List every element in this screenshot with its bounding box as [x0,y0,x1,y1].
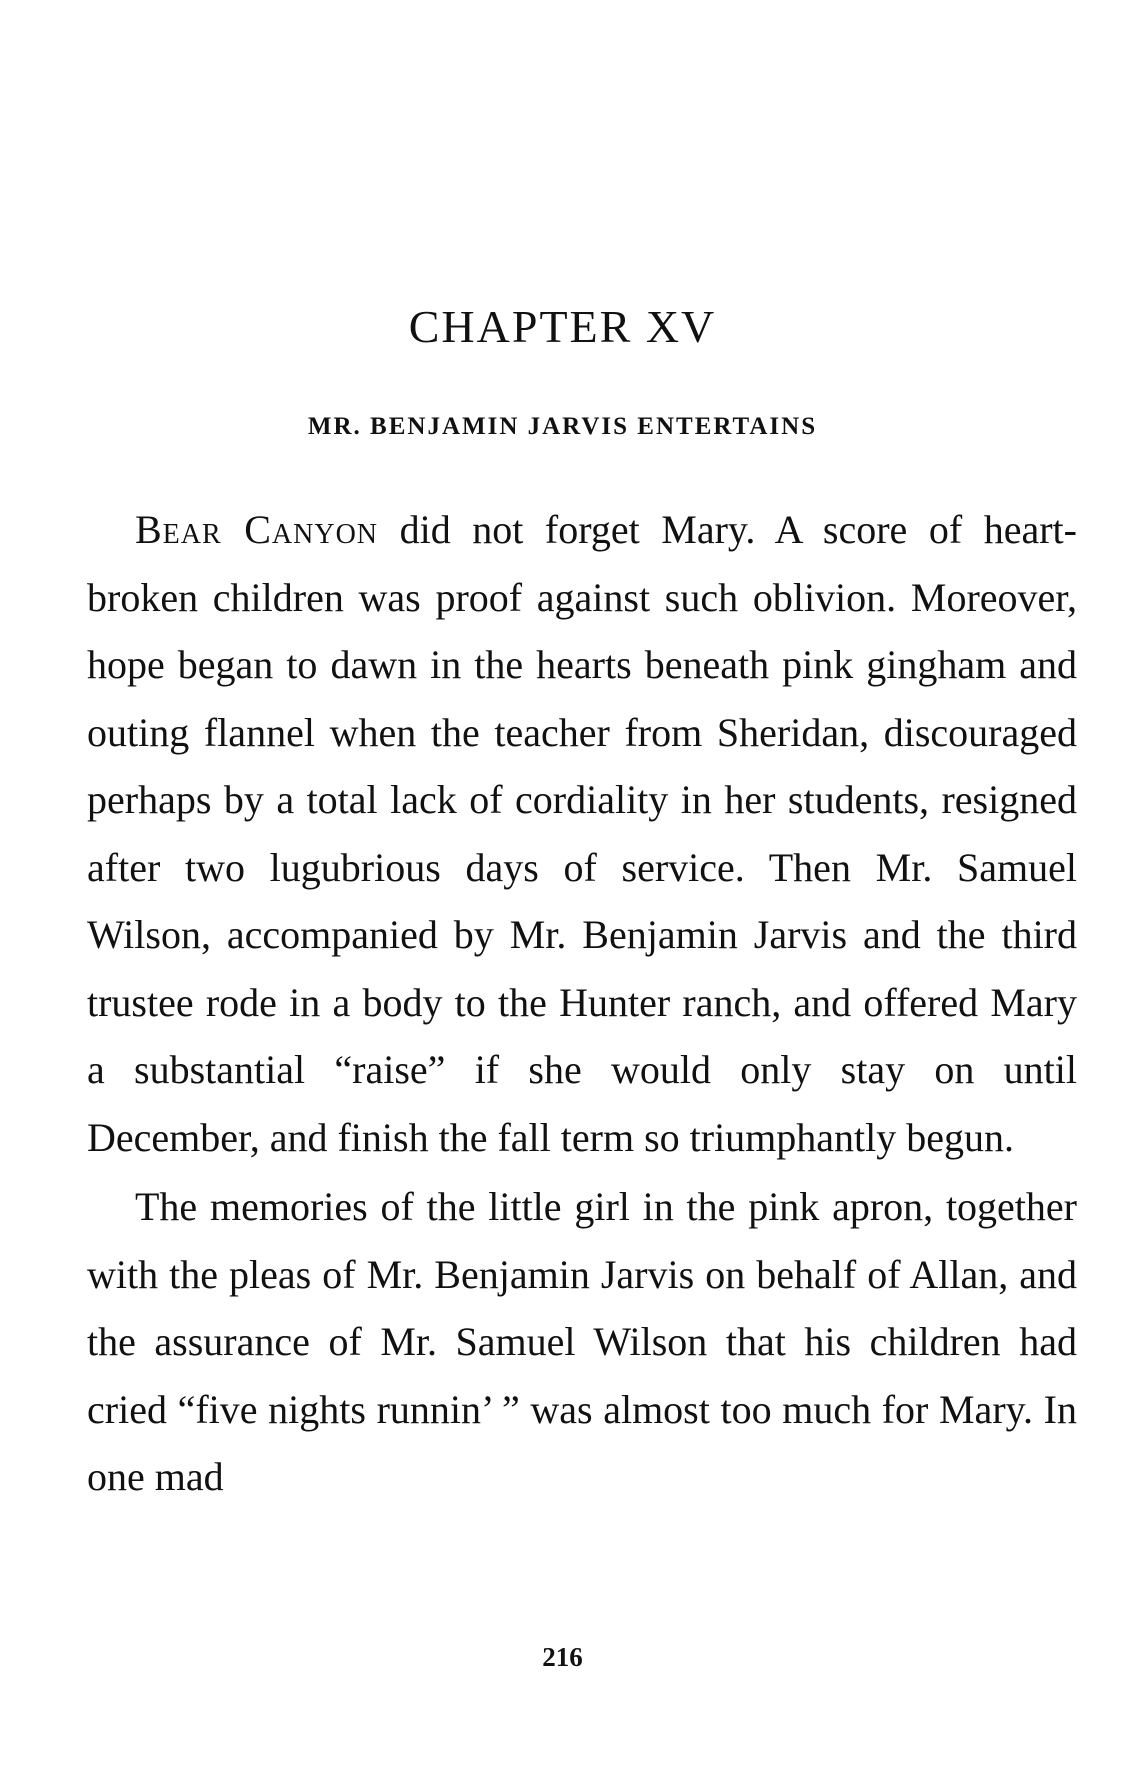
paragraph-lead-smallcaps: Bear Canyon [135,507,379,552]
paragraph-1 [87,496,1077,1171]
paragraph-1-text: did not forget Mary. A score of heart-broken children was proof against such oblivion. Moreover, hope began to dawn in the hearts beneath pink gingham and outing flannel when the teacher from Sheridan, discouraged perhaps by a total lack of cordiality in her students, resigned after two lugubrious days of service. Then Mr. Samuel Wilson, accompanied by Mr. Benjamin Jarvis and the third trustee rode in a body to the Hunter ranch, and offered Mary a substantial “raise” if she would only stay on until December, and finish the fall term so triumphantly begun. [87,507,1077,1160]
page-number: 216 [542,1642,583,1672]
chapter-body [87,496,1077,1511]
paragraph-2: The memories of the little girl in the pink apron, together with the pleas of Mr. Benjamin Jarvis on behalf of Allan, and the assurance of Mr. Samuel Wilson that his children had cried “five nights runnin’ ” was almost too much for Mary. In one mad [87,1184,1077,1499]
chapter-title: CHAPTER XV [408,301,717,352]
chapter-subtitle: MR. BENJAMIN JARVIS ENTERTAINS [307,413,818,440]
